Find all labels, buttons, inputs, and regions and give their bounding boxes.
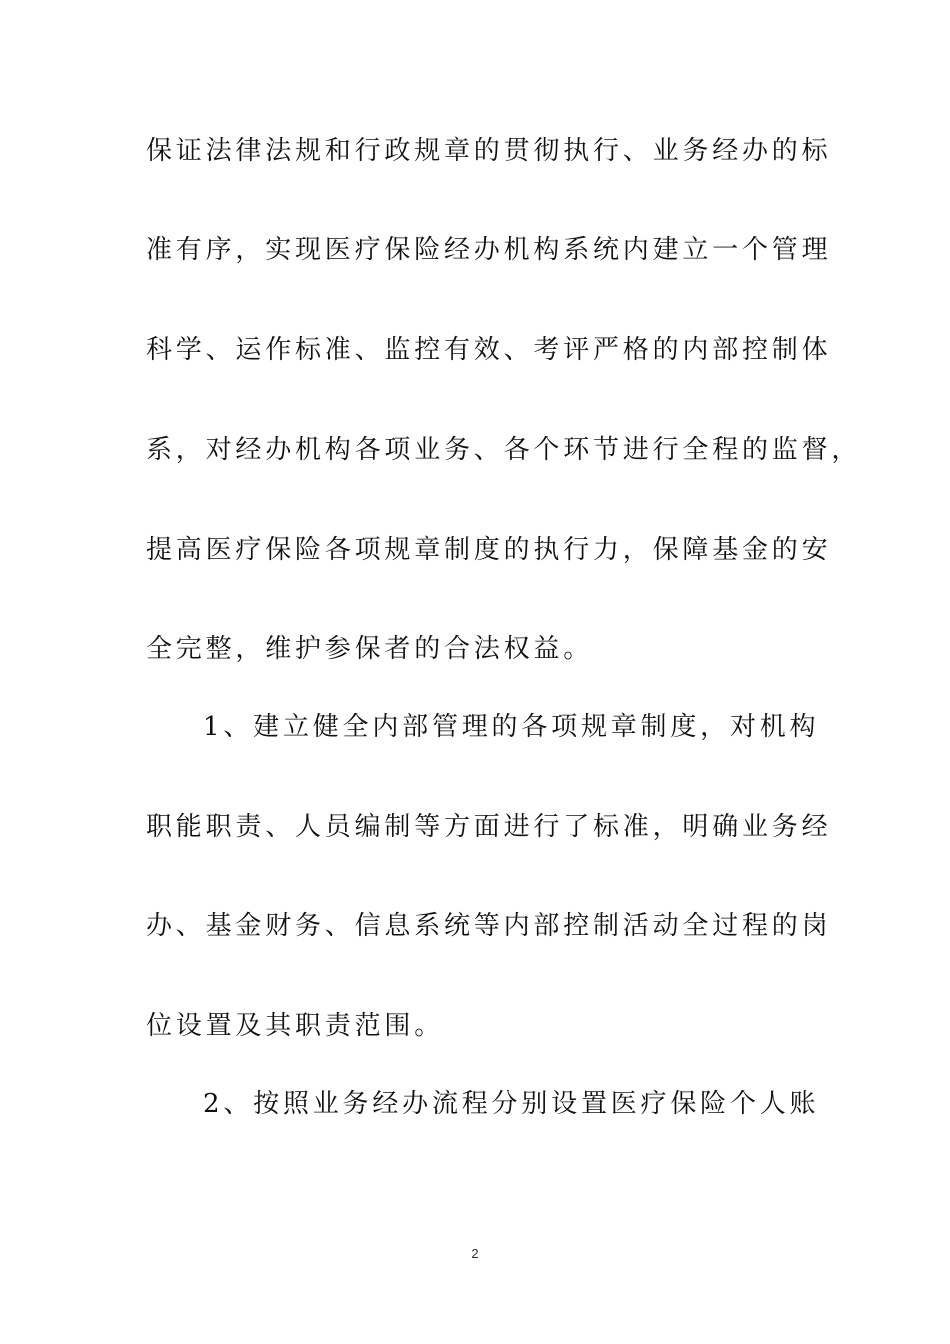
paragraph-start-line: 2、按照业务经办流程分别设置医疗保险个人账: [203, 1089, 820, 1119]
text-line: 职能职责、人员编制等方面进行了标准，明确业务经: [146, 812, 832, 842]
text-line: 提高医疗保险各项规章制度的执行力，保障基金的安: [146, 535, 832, 565]
text-line: 保证法律法规和行政规章的贯彻执行、业务经办的标: [146, 136, 832, 166]
text-line: 位设置及其职责范围。: [146, 1011, 445, 1041]
text-line: 系，对经办机构各项业务、各个环节进行全程的监督，: [146, 435, 862, 465]
text-line: 办、基金财务、信息系统等内部控制活动全过程的岗: [146, 911, 832, 941]
page-number: 2: [471, 1246, 479, 1261]
text-line: 全完整，维护参保者的合法权益。: [146, 634, 594, 664]
paragraph-start-line: 1、建立健全内部管理的各项规章制度，对机构: [203, 712, 820, 742]
text-line: 科学、运作标准、监控有效、考评严格的内部控制体: [146, 335, 832, 365]
text-line: 准有序，实现医疗保险经办机构系统内建立一个管理: [146, 235, 832, 265]
